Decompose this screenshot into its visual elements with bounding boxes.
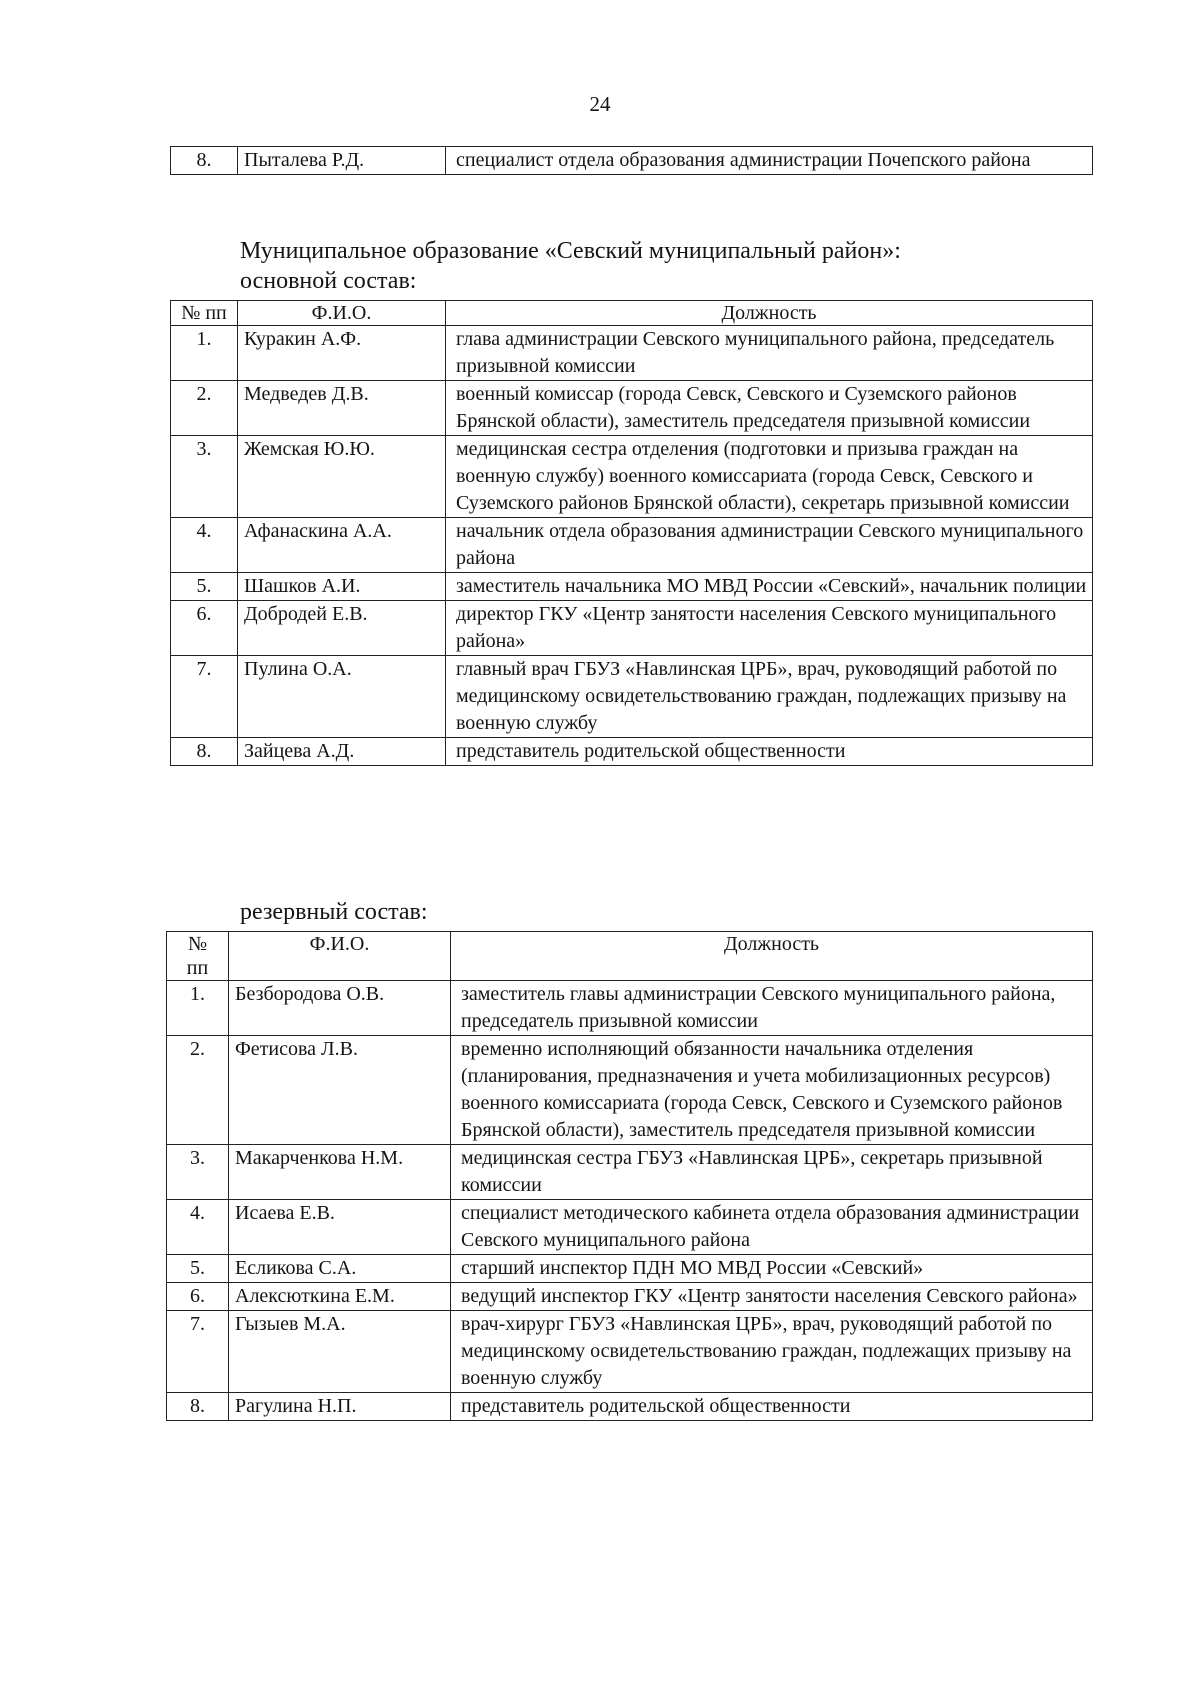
table-row (171, 326, 1093, 381)
table-row (171, 436, 1093, 518)
person-position: заместитель начальника МО МВД России «Севский», начальник полиции (446, 573, 1093, 601)
row-number: 4. (171, 518, 238, 573)
row-number: 3. (167, 1145, 229, 1200)
header-name: Ф.И.О. (229, 932, 451, 981)
person-name: Исаева Е.В. (229, 1200, 451, 1255)
person-position: специалист отдела образования администрации Почепского района (446, 147, 1093, 175)
person-name: Пыталева Р.Д. (238, 147, 446, 175)
table-row (171, 656, 1093, 738)
reserve-composition-title: резервный состав: (240, 899, 428, 925)
main-composition-body (171, 326, 1093, 766)
table-row (167, 1145, 1093, 1200)
person-position: ведущий инспектор ГКУ «Центр занятости населения Севского района» (451, 1283, 1093, 1311)
table-row (171, 147, 1093, 175)
row-number: 1. (167, 981, 229, 1036)
row-number: 5. (171, 573, 238, 601)
row-number: 6. (171, 601, 238, 656)
page-number: 24 (589, 92, 611, 116)
person-position: временно исполняющий обязанности начальника отделения (планирования, предназначения и учета мобилизационных ресурсов) военного комиссариата (города Севск, Севского и Суземского районов Брянской области), заместитель председателя призывной комиссии (451, 1036, 1093, 1145)
row-number: 2. (171, 381, 238, 436)
table-row (171, 601, 1093, 656)
person-position: директор ГКУ «Центр занятости населения Севского муниципального района» (446, 601, 1093, 656)
main-composition-table (170, 300, 1093, 766)
row-number: 5. (167, 1255, 229, 1283)
row-number: 8. (171, 738, 238, 766)
person-position: старший инспектор ПДН МО МВД России «Севский» (451, 1255, 1093, 1283)
person-name: Медведев Д.В. (238, 381, 446, 436)
previous-commission-table (170, 146, 1093, 175)
table-row (167, 1200, 1093, 1255)
table-row (171, 381, 1093, 436)
table-row (167, 1311, 1093, 1393)
row-number: 7. (171, 656, 238, 738)
person-position: начальник отдела образования администрации Севского муниципального района (446, 518, 1093, 573)
person-name: Куракин А.Ф. (238, 326, 446, 381)
reserve-composition-body (167, 981, 1093, 1421)
person-name: Фетисова Л.В. (229, 1036, 451, 1145)
person-position: представитель родительской общественности (451, 1393, 1093, 1421)
person-name: Шашков А.И. (238, 573, 446, 601)
person-name: Пулина О.А. (238, 656, 446, 738)
person-name: Алексюткина Е.М. (229, 1283, 451, 1311)
person-name: Зайцева А.Д. (238, 738, 446, 766)
row-number: 4. (167, 1200, 229, 1255)
row-number: 6. (167, 1283, 229, 1311)
table-row (167, 1036, 1093, 1145)
person-position: медицинская сестра ГБУЗ «Навлинская ЦРБ», секретарь призывной комиссии (451, 1145, 1093, 1200)
header-position: Должность (451, 932, 1093, 981)
person-name: Добродей Е.В. (238, 601, 446, 656)
person-position: специалист методического кабинета отдела образования администрации Севского муниципального района (451, 1200, 1093, 1255)
person-name: Гызыев М.А. (229, 1311, 451, 1393)
person-name: Макарченкова Н.М. (229, 1145, 451, 1200)
header-name: Ф.И.О. (238, 301, 446, 326)
table-row (167, 1393, 1093, 1421)
table-row (171, 518, 1093, 573)
header-position: Должность (446, 301, 1093, 326)
person-name: Рагулина Н.П. (229, 1393, 451, 1421)
row-number: 7. (167, 1311, 229, 1393)
person-name: Жемская Ю.Ю. (238, 436, 446, 518)
table-row (167, 1283, 1093, 1311)
reserve-composition-table (166, 931, 1093, 1421)
table-row (171, 573, 1093, 601)
person-position: главный врач ГБУЗ «Навлинская ЦРБ», врач, руководящий работой по медицинскому освидетельствованию граждан, подлежащих призыву на военную службу (446, 656, 1093, 738)
row-number: 8. (171, 147, 238, 175)
person-position: медицинская сестра отделения (подготовки и призыва граждан на военную службу) военного комиссариата (города Севск, Севского и Суземского районов Брянской области), секретарь призывной комиссии (446, 436, 1093, 518)
previous-commission-body (171, 147, 1093, 175)
person-name: Афанаскина А.А. (238, 518, 446, 573)
person-position: глава администрации Севского муниципального района, председатель призывной комиссии (446, 326, 1093, 381)
person-position: заместитель главы администрации Севского муниципального района, председатель призывной комиссии (451, 981, 1093, 1036)
table-row (167, 981, 1093, 1036)
header-num: № пп (167, 932, 229, 981)
row-number: 8. (167, 1393, 229, 1421)
table-row (171, 738, 1093, 766)
main-composition-title: основной состав: (240, 268, 417, 294)
municipality-title: Муниципальное образование «Севский муниципальный район»: (240, 238, 901, 264)
row-number: 2. (167, 1036, 229, 1145)
table-row (167, 1255, 1093, 1283)
person-position: военный комиссар (города Севск, Севского и Суземского районов Брянской области), заместитель председателя призывной комиссии (446, 381, 1093, 436)
header-num: № пп (171, 301, 238, 326)
row-number: 3. (171, 436, 238, 518)
table-header-row (167, 932, 1093, 981)
table-header-row (171, 301, 1093, 326)
person-name: Еcликова С.А. (229, 1255, 451, 1283)
person-name: Безбородова О.В. (229, 981, 451, 1036)
row-number: 1. (171, 326, 238, 381)
person-position: представитель родительской общественности (446, 738, 1093, 766)
person-position: врач-хирург ГБУЗ «Навлинская ЦРБ», врач, руководящий работой по медицинскому освидетельствованию граждан, подлежащих призыву на военную службу (451, 1311, 1093, 1393)
